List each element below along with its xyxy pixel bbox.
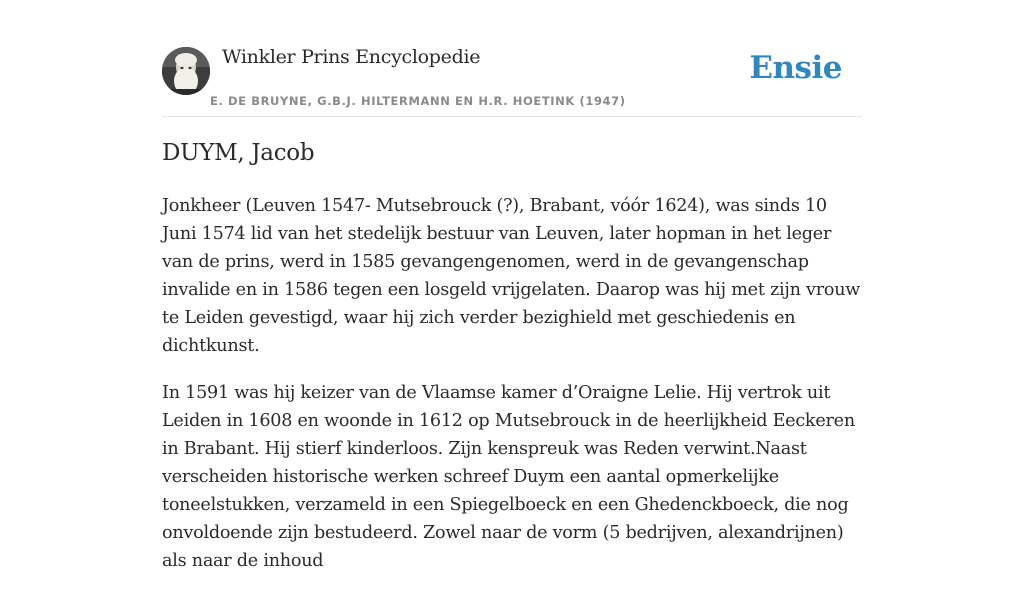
article-title: DUYM, Jacob xyxy=(162,140,315,166)
article-paragraph: Jonkheer (Leuven 1547- Mutsebrouck (?), Brabant, vóór 1624), was sinds 10 Juni 1574 lid van het stedelijk bestuur van Leuven, later hopman in het leger van de prins, werd in 1585 gevangengenomen, werd in de gevangenschap invalide en in 1586 tegen een losgeld vrijgelaten. Daarop was hij met zijn vrouw te Leiden gevestigd, waar hij zich verder bezighield met geschiedenis en dichtkunst. xyxy=(162,196,861,356)
authors-line: E. DE BRUYNE, G.B.J. HILTERMANN EN H.R. HOETINK (1947) xyxy=(210,94,626,108)
site-name[interactable]: Winkler Prins Encyclopedie xyxy=(222,46,481,68)
site-header xyxy=(162,0,862,117)
author-avatar[interactable] xyxy=(162,47,210,95)
article-paragraph: In 1591 was hij keizer van de Vlaamse kamer d’Oraigne Lelie. Hij vertrok uit Leiden in 1608 en woonde in 1612 op Mutsebrouck in de heerlijkheid Eeckeren in Brabant. Hij stierf kinderloos. Zijn kenspreuk was Reden verwint.Naast verscheiden historische werken schreef Duym een aantal opmerkelijke toneelstukken, verzameld in een Spiegelboeck en een Ghedenckboeck, die nog onvoldoende zijn bestudeerd. Zowel naar de vorm (5 bedrijven, alexandrijnen) als naar de inhoud xyxy=(162,383,855,571)
page xyxy=(162,0,862,571)
article-body xyxy=(162,192,862,594)
portrait-image xyxy=(162,47,210,95)
brand-logo[interactable]: Ensie xyxy=(749,50,842,86)
